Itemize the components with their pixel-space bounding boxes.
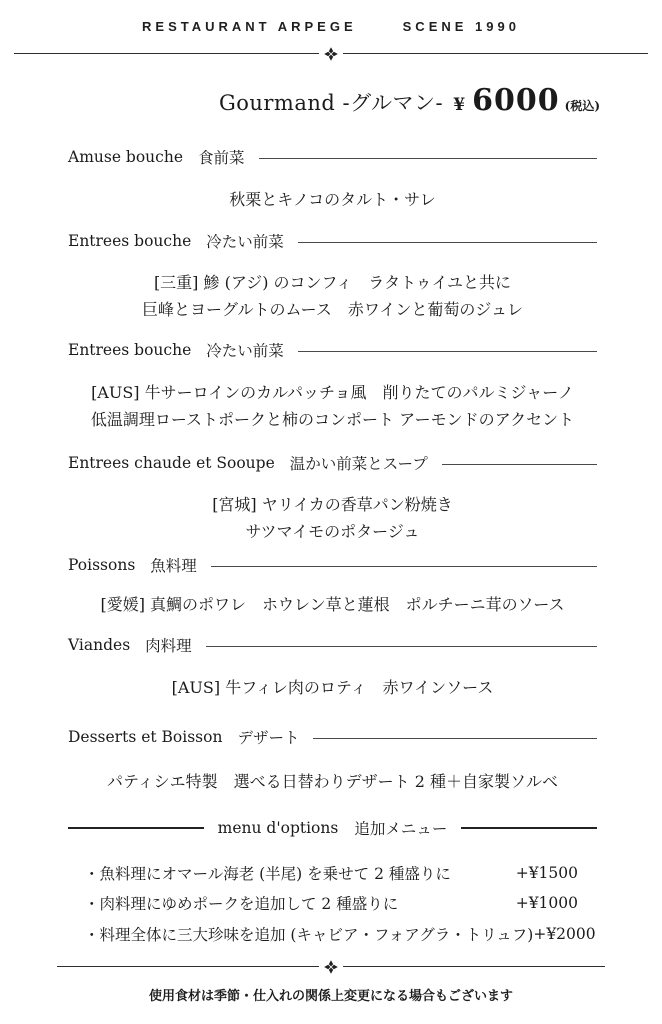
options-rule-right <box>461 827 597 829</box>
section-header-poissons <box>68 551 597 578</box>
option-label: ・料理全体に三大珍味を追加 (キャビア・フォアグラ・トリュフ) <box>84 925 534 944</box>
tax-included-note: (税込) <box>564 99 600 113</box>
section-name-fr: Poissons <box>68 555 136 574</box>
section-name-fr: Amuse bouche <box>68 147 184 166</box>
divider-line <box>14 53 319 54</box>
dish-item: 巨峰とヨーグルトのムース 赤ワインと葡萄のジュレ <box>141 300 524 319</box>
dish-item: サツマイモのポタージュ <box>245 522 420 541</box>
course-title: Gourmand -グルマン- <box>218 91 444 115</box>
divider-line <box>57 966 319 967</box>
cross-ornament-icon <box>324 960 338 974</box>
dish-item: [三重] 鯵 (アジ) のコンフィ ラタトゥイユと共に <box>153 273 512 292</box>
bottom-divider <box>0 959 662 974</box>
section-rule <box>259 158 597 159</box>
section-name-fr: Entrees chaude et Sooupe <box>68 453 275 472</box>
option-label: ・肉料理にゆめポークを追加して 2 種盛りに <box>84 894 399 913</box>
section-header-amuse-bouche <box>68 143 597 170</box>
dish-item: [AUS] 牛サーロインのカルパッチョ風 削りたてのパルミジャーノ <box>91 383 574 402</box>
section-rule <box>442 464 597 465</box>
section-name-ja: デザート <box>237 728 300 747</box>
menu-body <box>0 143 662 947</box>
section-rule <box>206 646 597 647</box>
option-price: +¥1000 <box>515 893 578 912</box>
section-rule <box>211 566 597 567</box>
section-name-fr: Viandes <box>68 635 131 654</box>
cross-ornament-icon <box>324 47 338 61</box>
section-header-desserts <box>68 723 597 750</box>
section-name-fr: Entrees bouche <box>68 231 192 250</box>
section-header-entrees-bouche-1 <box>68 227 597 254</box>
footer-note: 使用食材は季節・仕入れの関係上変更になる場合もございます <box>148 989 513 1004</box>
option-label: ・魚料理にオマール海老 (半尾) を乗せて 2 種盛りに <box>84 864 451 883</box>
section-rule <box>298 351 597 352</box>
section-rule <box>298 242 597 243</box>
options-title-fr: menu d'options <box>217 818 339 837</box>
option-row <box>68 920 597 947</box>
options-rule-left <box>68 827 204 829</box>
currency-symbol: ¥ <box>453 95 466 115</box>
section-header-entrees-bouche-2 <box>68 336 597 363</box>
course-price <box>453 83 600 118</box>
restaurant-name: RESTAURANT ARPEGE <box>142 19 357 34</box>
section-name-ja: 温かい前菜とスープ <box>289 454 428 473</box>
options-title-ja: 追加メニュー <box>354 819 448 838</box>
divider-line <box>343 53 648 54</box>
options-header <box>68 814 597 841</box>
scene-label: SCENE 1990 <box>402 19 520 34</box>
option-price: +¥2000 <box>533 924 596 943</box>
dish-item: [愛媛] 真鯛のポワレ ホウレン草と蓮根 ポルチーニ茸のソース <box>100 595 565 614</box>
section-name-ja: 肉料理 <box>145 636 192 655</box>
dish-item: [宮城] ヤリイカの香草パン粉焼き <box>212 495 453 514</box>
section-header-entrees-chaude-soupe <box>68 449 597 476</box>
price-amount: 6000 <box>472 83 560 118</box>
dish-item: パティシエ特製 選べる日替わりデザート 2 種＋自家製ソルベ <box>106 772 559 791</box>
dish-item: [AUS] 牛フィレ肉のロティ 赤ワインソース <box>171 678 494 697</box>
top-divider <box>0 46 662 61</box>
section-header-viandes <box>68 631 597 658</box>
masthead <box>0 17 662 36</box>
dish-item: 秋栗とキノコのタルト・サレ <box>229 190 436 209</box>
section-name-ja: 食前菜 <box>198 148 245 167</box>
option-row <box>68 859 597 886</box>
section-name-ja: 魚料理 <box>150 556 197 575</box>
section-name-ja: 冷たい前菜 <box>206 232 284 251</box>
section-name-ja: 冷たい前菜 <box>206 341 284 360</box>
section-rule <box>313 738 597 739</box>
divider-line <box>343 966 605 967</box>
dish-item: 低温調理ローストポークと柿のコンポート アーモンドのアクセント <box>90 410 575 429</box>
course-title-row <box>0 85 662 119</box>
section-name-fr: Desserts et Boisson <box>68 727 223 746</box>
option-price: +¥1500 <box>515 863 578 882</box>
section-name-fr: Entrees bouche <box>68 340 192 359</box>
option-row <box>68 889 597 916</box>
